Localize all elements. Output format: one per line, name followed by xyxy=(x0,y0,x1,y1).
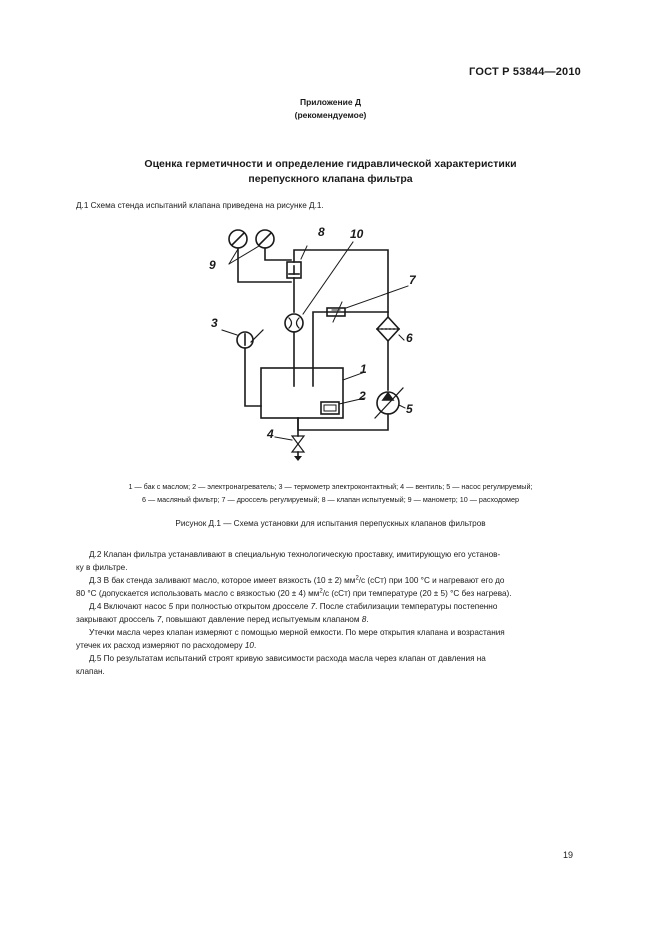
callout-4: 4 xyxy=(267,427,274,441)
paragraph-d4-line2: закрывают дроссель 7, повышают давление перед испытуемым клапаном 8. xyxy=(76,615,369,624)
paragraph-d4-line1: Д.4 Включают насос 5 при полностью открытом дросселе 7. После стабилизации температуры постепенно xyxy=(89,602,498,611)
flowmeter-10 xyxy=(285,314,303,332)
callout-2: 2 xyxy=(359,389,366,403)
intro-paragraph: Д.1 Схема стенда испытаний клапана приведена на рисунке Д.1. xyxy=(76,201,324,210)
annex-title: Приложение Д xyxy=(299,97,362,107)
callout-7: 7 xyxy=(409,273,416,287)
paragraph-d5-line1: Д.5 По результатам испытаний строят кривую зависимости расхода масла через клапан от давления на xyxy=(89,654,486,663)
paragraph-d3-line1: Д.3 В бак стенда заливают масло, которое имеет вязкость (10 ± 2) $мм^2/с$ (сСт) при 100 °С и нагревают его до xyxy=(89,575,505,585)
test-stand-diagram xyxy=(203,222,423,462)
callout-6: 6 xyxy=(406,331,413,345)
valve-4 xyxy=(292,436,304,444)
callout-8: 8 xyxy=(318,225,325,239)
paragraph-d5-line2: клапан. xyxy=(76,667,105,676)
section-title-line2: перепускного клапана фильтра xyxy=(248,173,413,185)
callout-10: 10 xyxy=(350,227,364,241)
section-title xyxy=(0,157,661,187)
figure-legend-line2: 6 — масляный фильтр; 7 — дроссель регулируемый; 8 — клапан испытуемый; 9 — манометр; 10 — расходомер xyxy=(141,495,519,504)
paragraph-leak-line1: Утечки масла через клапан измеряют с помощью мерной емкости. По мере открытия клапана и возрастания xyxy=(89,628,505,637)
callout-1: 1 xyxy=(360,362,367,376)
figure-legend-line1: 1 — бак с маслом; 2 — электронагреватель; 3 — термометр электроконтактный; 4 — вентиль; 5 — насос регулируемый; xyxy=(128,482,533,491)
paragraph-leak-line2: утечек их расход измеряют по расходомеру 10. xyxy=(76,641,257,650)
paragraph-d2-line2: ку в фильтре. xyxy=(76,563,128,572)
annex-heading xyxy=(0,96,661,122)
figure-caption: Рисунок Д.1 — Схема установки для испытания перепускных клапанов фильтров xyxy=(175,519,486,528)
paragraph-d3-line2: 80 °С (допускается использовать масло с вязкостью (20 ± 4) $мм^2/с$ (сСт) при температуре (20 ± 5) °С без нагрева). xyxy=(76,588,512,598)
page-number: 19 xyxy=(562,850,573,860)
paragraph-d2-line1: Д.2 Клапан фильтра устанавливают в специальную технологическую проставку, имитирующую его установ- xyxy=(89,550,501,559)
callout-5: 5 xyxy=(406,402,413,416)
annex-status: (рекомендуемое) xyxy=(294,110,367,120)
document-header: ГОСТ Р 53844—2010 xyxy=(469,66,581,78)
callout-3: 3 xyxy=(211,316,218,330)
section-title-line1: Оценка герметичности и определение гидравлической характеристики xyxy=(144,158,517,170)
callout-9: 9 xyxy=(209,258,216,272)
